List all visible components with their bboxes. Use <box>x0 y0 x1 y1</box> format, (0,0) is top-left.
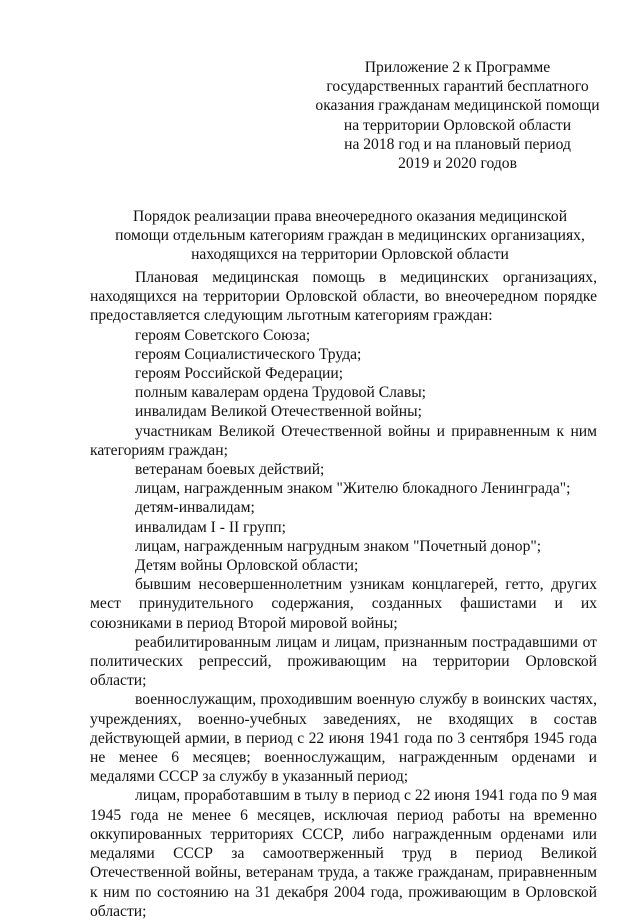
appendix-line: на 2018 год и на плановый период <box>344 135 571 153</box>
list-item: героям Российской Федерации; <box>135 365 344 383</box>
appendix-line: 2019 и 2020 годов <box>398 155 517 173</box>
intro-paragraph: Плановая медицинская помощь в медицинских организациях, находящихся на территории Орловской области, во внеочередном порядке предоставляется следующим льготным категориям граждан: <box>90 269 597 325</box>
list-item: героям Социалистического Труда; <box>135 345 362 363</box>
appendix-header <box>300 58 615 173</box>
list-item: реабилитированным лицам и лицам, признанным пострадавшими от политических репрессий, проживающим на территории Орловской области; <box>90 633 597 690</box>
list-item: лицам, проработавшим в тылу в период с 22 июня 1941 года по 9 мая 1945 года не менее 6 месяцев, исключая период работы на временно оккупированных территориях СССР, либо награжденным орденами или медалями СССР за самоотверженный труд в период Великой Отечественной войны, ветеранам труда, а также гражданам, приравненным к ним по состоянию на 31 декабря 2004 года, проживающим в Орловской области; <box>90 787 597 920</box>
list-item: лицам, награжденным знаком "Жителю блокадного Ленинграда"; <box>135 480 571 498</box>
list-item: участникам Великой Отечественной войны и приравненным к ним категориям граждан; <box>90 422 597 459</box>
list-item: ветеранам боевых действий; <box>135 461 325 479</box>
list-item: инвалидам I - II групп; <box>135 518 286 536</box>
list-item: героям Советского Союза; <box>135 326 311 344</box>
appendix-line: государственных гарантий бесплатного <box>326 78 589 96</box>
list-item: детям-инвалидам; <box>135 499 255 517</box>
list-item: бывшим несовершеннолетним узникам концлагерей, гетто, других мест принудительного содержания, созданных фашистами и их союзниками в период Второй мировой войны; <box>90 576 597 632</box>
list-item: Детям войны Орловской области; <box>135 557 359 575</box>
appendix-line: Приложение 2 к Программе <box>364 59 551 76</box>
document-body <box>90 268 597 921</box>
list-item: лицам, награжденным нагрудным знаком "Почетный донор"; <box>135 537 542 555</box>
appendix-line: на территории Орловской области <box>343 116 572 134</box>
title-line: Порядок реализации права внеочередного оказания медицинской <box>132 208 568 225</box>
title-line: находящихся на территории Орловской области <box>191 246 509 264</box>
list-item: военнослужащим, проходившим военную службу в воинских частях, учреждениях, военно-учебных заведениях, не входящих в состав действующей армии, в период с 22 июня 1941 года по 3 сентября 1945 года не менее 6 месяцев; военнослужащим, награжденным орденами и медалями СССР за службу в указанный период; <box>90 691 597 786</box>
list-item: инвалидам Великой Отечественной войны; <box>135 403 422 421</box>
list-item: полным кавалерам ордена Трудовой Славы; <box>135 384 427 402</box>
title-line: помощи отдельным категориям граждан в медицинских организациях, <box>115 227 585 245</box>
document-title <box>110 207 590 265</box>
appendix-line: оказания гражданам медицинской помощи <box>315 97 600 115</box>
